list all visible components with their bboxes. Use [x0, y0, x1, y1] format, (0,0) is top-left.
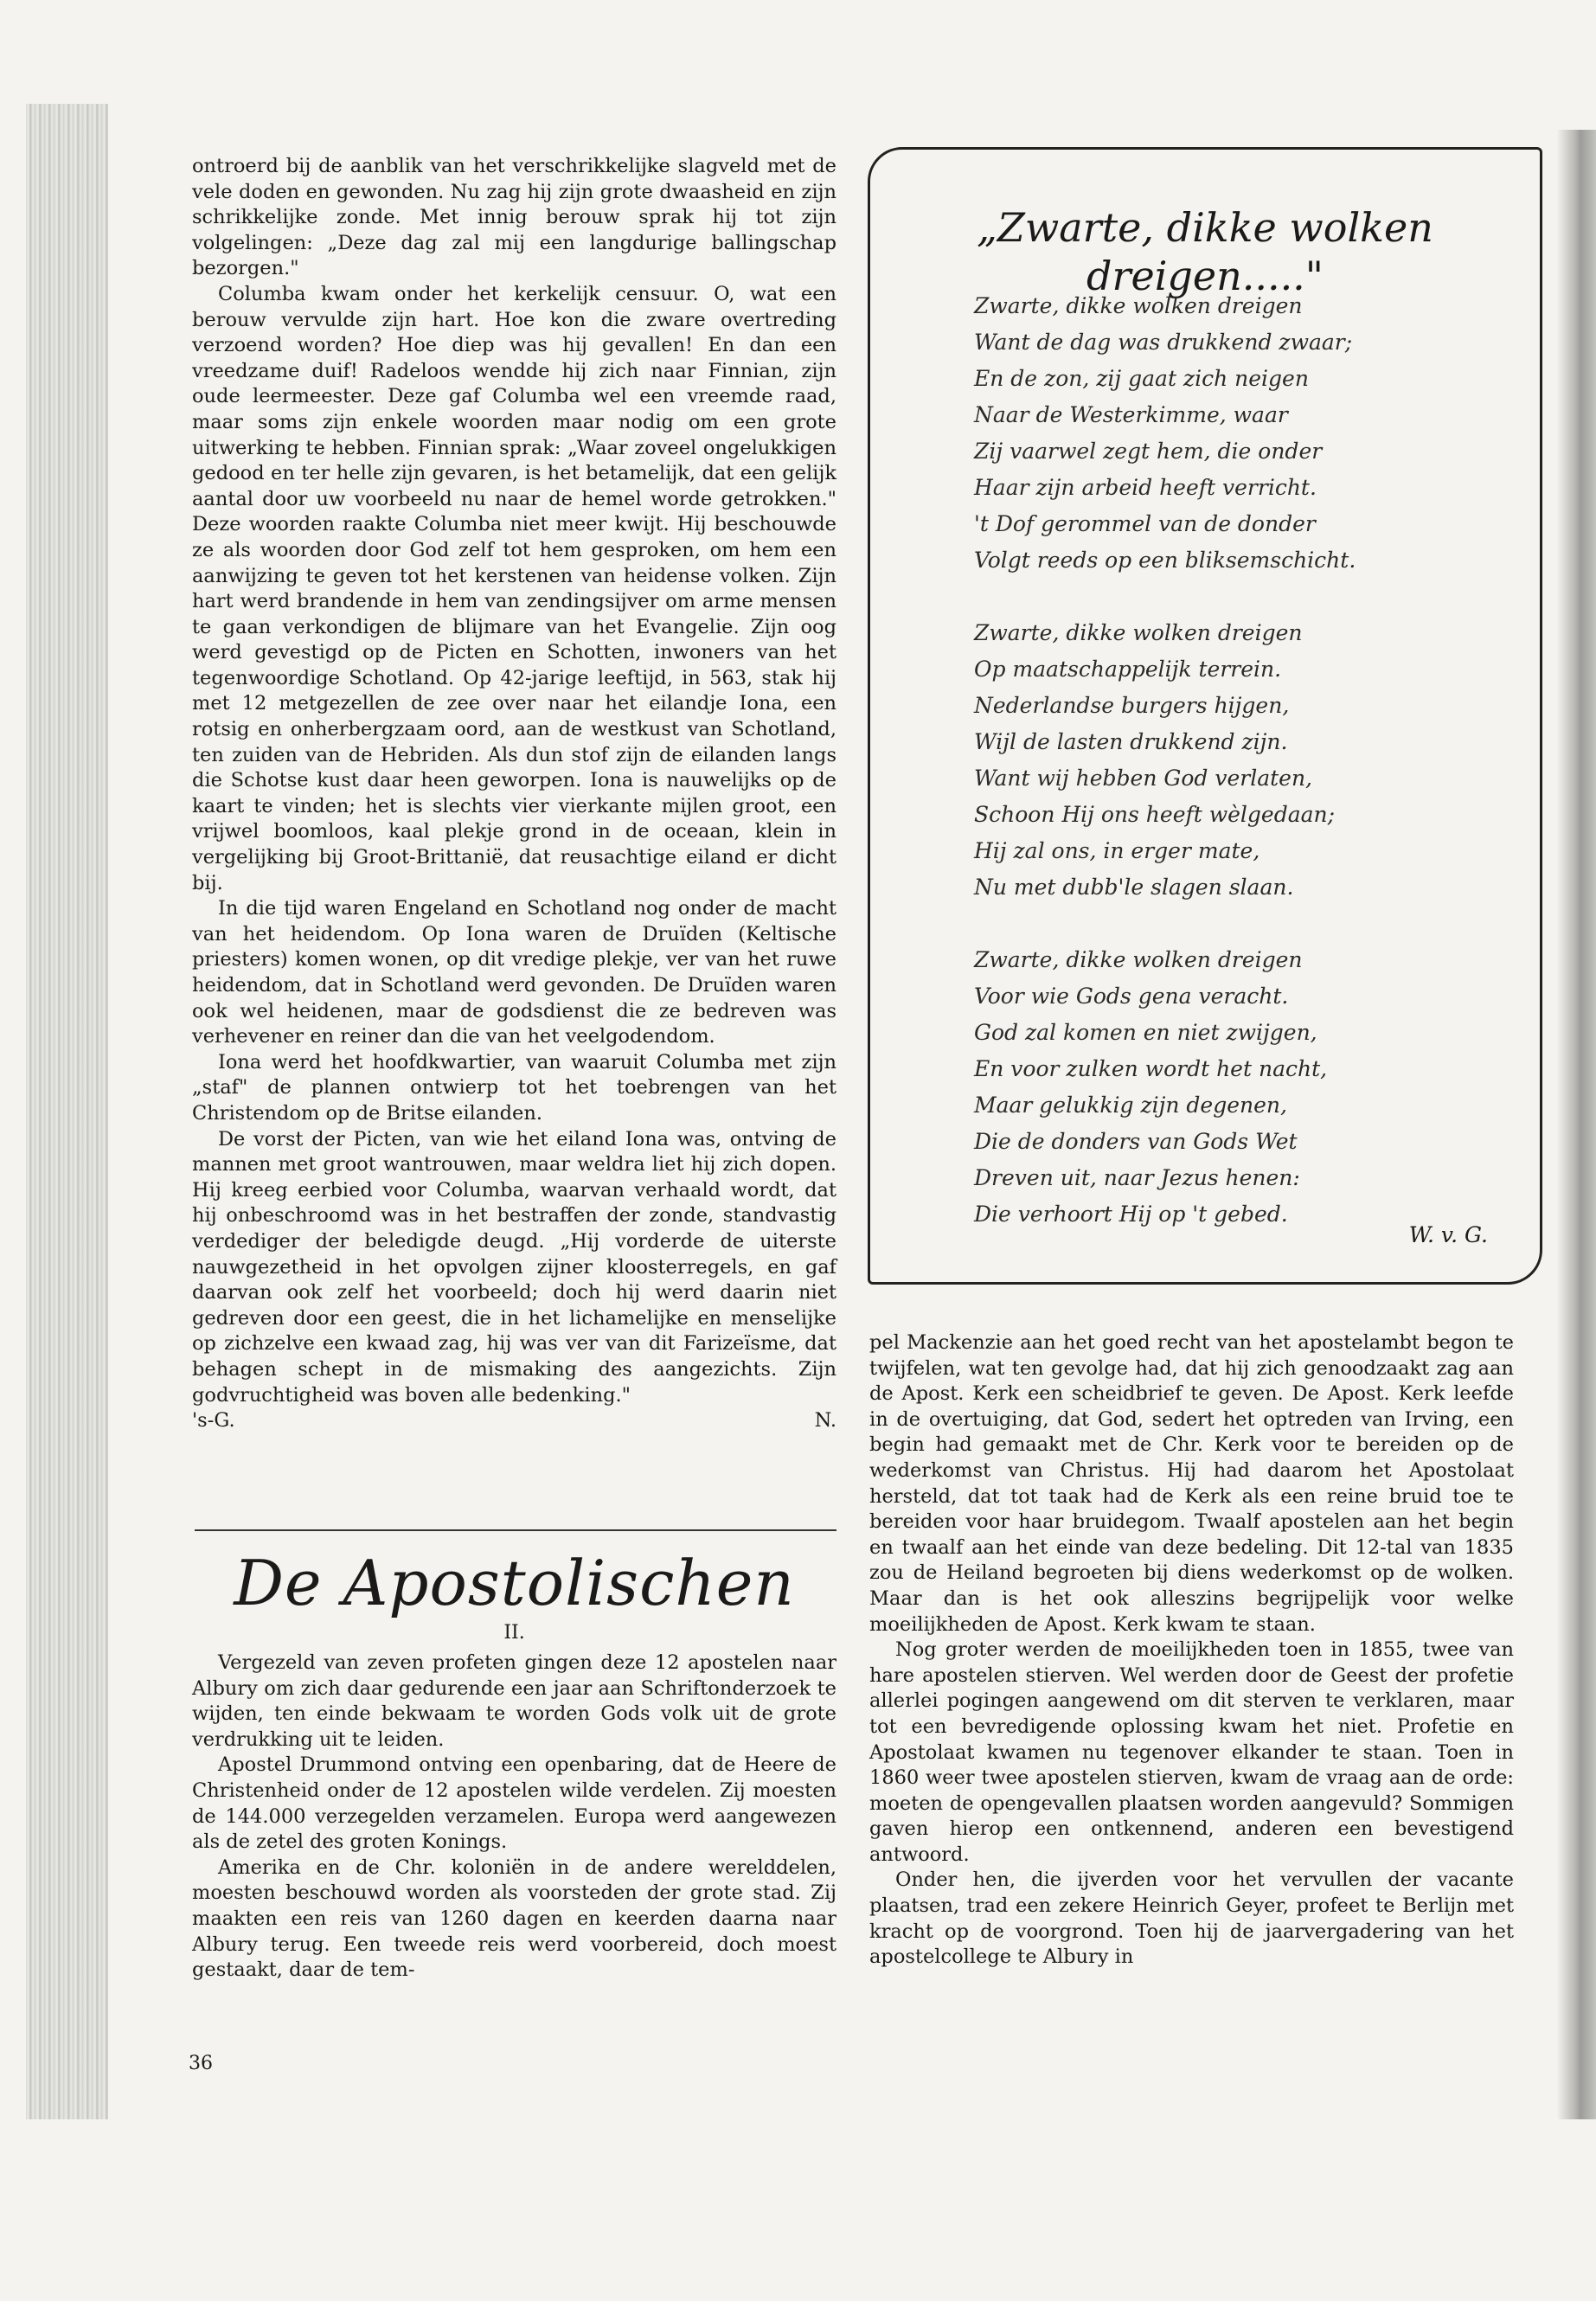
poem-line: Want de dag was drukkend zwaar;	[974, 330, 1353, 355]
page-edge-shadow	[1557, 130, 1596, 2119]
binding-shadow	[26, 104, 108, 2119]
poem-line: 't Dof gerommel van de donder	[974, 511, 1316, 536]
poem-stanza-2	[974, 615, 1510, 906]
section-divider	[195, 1529, 836, 1531]
poem-line: Voor wie Gods gena veracht.	[974, 984, 1289, 1009]
poem-signature: W. v. G.	[1408, 1222, 1488, 1247]
poem-line: Nederlandse burgers hijgen,	[974, 693, 1290, 718]
article-title: De Apostolischen	[234, 1547, 795, 1619]
article-left-column	[192, 1650, 836, 1984]
poem-line: Hij zal ons, in erger mate,	[974, 838, 1260, 863]
article-heading	[192, 1548, 836, 1645]
poem-line: Naar de Westerkimme, waar	[974, 402, 1288, 427]
article-right-paragraph-1: pel Mackenzie aan het goed recht van het apostelambt begon te twijfelen, wat ten gevolge had, dat hij zich genoodzaakt zag aan de Apost. Kerk een scheidbrief te geven. De Apost. Kerk leefde in de overtuiging, dat God, sedert het optreden van Irving, een begin had gemaakt met de Chr. Kerk voor te bereiden op de wederkomst van Christus. Hij had daarom het Apostolaat hersteld, dat tot taak had de Kerk als een reine bruid toe te bereiden voor haar bruidegom. Twaalf apostelen aan het begin en twaalf aan het einde van deze bedeling. Dit 12-tal van 1835 zou de Heiland begroeten bij diens wederkomst op de wolken. Maar dan is het ook alleszins begrijpelijk voor welke moeilijkheden de Apost. Kerk kwam te staan.	[869, 1331, 1514, 1636]
signature-author: N.	[814, 1409, 836, 1433]
page-number: 36	[189, 2053, 213, 2074]
poem-line: Volgt reeds op een bliksemschicht.	[974, 548, 1356, 573]
article-right-column	[869, 1330, 1514, 1971]
poem-line: Zwarte, dikke wolken dreigen	[974, 947, 1303, 972]
poem-line: Nu met dubb'le slagen slaan.	[974, 875, 1294, 900]
story-paragraph-5: De vorst der Picten, van wie het eiland Iona was, ontving de mannen met groot wantrouwen, maar weldra liet hij zich dopen. Hij kreeg eerbied voor Columba, waarvan verhaald wordt, dat hij onbeschroomd was in het bestraffen der zonde, standvastig verdediger der beledigde deugd. „Hij vorderde de uiterste nauwgezetheid in het opvolgen zijner kloosterregels, en gaf daarvan ook zelf het voorbeeld; doch hij werd daarin niet gedreven door een geest, die in het lichamelijke en menselijke op zichzelve een kwaad zag, hij was ver van dit Farizeïsme, dat behagen schept in de mismaking des aangezichts. Zijn godvruchtigheid was boven alle bedenking."	[192, 1127, 836, 1407]
poem-line: Die de donders van Gods Wet	[974, 1129, 1298, 1154]
poem-line: Want wij hebben God verlaten,	[974, 766, 1312, 791]
story-paragraph-1: ontroerd bij de aanblik van het verschrikkelijke slagveld met de vele doden en gewonden. Nu zag hij zijn grote dwaasheid en zijn schrikkelijke zonde. Met innig berouw sprak hij tot zijn volgelingen: „Deze dag zal mij een langdurige ballingschap bezorgen."	[192, 155, 836, 280]
article-right-paragraph-3: Onder hen, die ijverden voor het vervullen der vacante plaatsen, trad een zekere Heinrich Geyer, profeet te Berlijn met kracht op de voorgrond. Toen hij de jaarvergadering van het apostelcollege te Albury in	[869, 1868, 1514, 1969]
poem-line: Dreven uit, naar Jezus henen:	[974, 1165, 1300, 1190]
article-right-paragraph-2: Nog groter werden de moeilijkheden toen in 1855, twee van hare apostelen stierven. Wel werden door de Geest der profetie allerlei pogingen aangewend om dit sterven te verklaren, maar tot een bevredigende oplossing kwam het niet. Profetie en Apostolaat kwamen nu tegenover elkander te staan. Toen in 1860 weer twee apostelen stierven, kwam de vraag aan de orde: moeten de opengevallen plaatsen worden aangevuld? Sommigen gaven hierop een ontkennend, anderen een bevestigend antwoord.	[869, 1638, 1514, 1866]
poem-frame	[868, 147, 1542, 1285]
story-signature	[192, 1408, 836, 1434]
poem-stanza-3	[974, 942, 1510, 1233]
signature-place: 's-G.	[192, 1409, 235, 1433]
poem-line: Maar gelukkig zijn degenen,	[974, 1093, 1287, 1118]
story-paragraph-3: In die tijd waren Engeland en Schotland nog onder de macht van het heidendom. Op Iona waren de Druïden (Keltische priesters) komen wonen, op dit vredige plekje, ver van het ruwe heidendom, dat in Schotland werd gevonden. De Druïden waren ook wel heidenen, maar de godsdienst die ze bedreven was verhevener en reiner dan die van het veelgodendom.	[192, 897, 836, 1048]
poem-stanza-1	[974, 288, 1510, 579]
article-paragraph-1: Vergezeld van zeven profeten gingen deze 12 apostelen naar Albury om zich daar gedurende een jaar aan Schriftonderzoek te wijden, ten einde bekwaam te worden Gods volk uit de grote verdrukking uit te leiden.	[192, 1651, 836, 1751]
poem-line: En de zon, zij gaat zich neigen	[974, 366, 1309, 391]
poem-line: God zal komen en niet zwijgen,	[974, 1020, 1317, 1045]
poem-body	[974, 288, 1510, 1269]
poem-line: Haar zijn arbeid heeft verricht.	[974, 475, 1317, 500]
article-paragraph-2: Apostel Drummond ontving een openbaring, dat de Heere de Christenheid onder de 12 apostelen wilde verdelen. Zij moesten de 144.000 verzegelden verzamelen. Europa werd aangewezen als de zetel des groten Konings.	[192, 1753, 836, 1854]
poem-line: Zij vaarwel zegt hem, die onder	[974, 439, 1323, 464]
story-paragraph-2: Columba kwam onder het kerkelijk censuur. O, wat een berouw vervulde zijn hart. Hoe kon die zware overtreding verzoend worden? Hoe diep was hij gevallen! En dan een vreedzame duif! Radeloos wendde hij zich naar Finnian, zijn oude leermeester. Deze gaf Columba wel een vreemde raad, maar soms zijn enkele woorden maar nodig om een grote uitwerking te hebben. Finnian sprak: „Waar zoveel ongelukkigen gedood en ter helle zijn gevaren, is het betamelijk, dat een gelijk aantal door uw voorbeeld nu naar de hemel worde getrokken." Deze woorden raakte Columba niet meer kwijt. Hij beschouwde ze als woorden door God zelf tot hem gesproken, om hem een aanwijzing te geven tot het kerstenen van heidense volken. Zijn hart werd brandende in hem van zendingsijver om arme mensen te gaan verkondigen de blijmare van het Evangelie. Zijn oog werd gevestigd op de Picten en Schotten, inwoners van het tegenwoordige Schotland. Op 42-jarige leeftijd, in 563, stak hij met 12 metgezellen de zee over naar het eilandje Iona, een rotsig en onherbergzaam oord, aan de westkust van Schotland, ten zuiden van de Hebriden. Als dun stof zijn de eilanden langs die Schotse kust daar heen geworpen. Iona is nauwelijks op de kaart te vinden; het is slechts vier vierkante mijlen groot, een vrijwel boomloos, kaal plekje grond in de oceaan, klein in vergelijking bij Groot-Brittanië, dat reusachtige eiland er dicht bij.	[192, 282, 836, 894]
left-column-story	[192, 154, 836, 1434]
poem-line: Zwarte, dikke wolken dreigen	[974, 620, 1303, 645]
poem-line: Wijl de lasten drukkend zijn.	[974, 729, 1288, 754]
poem-line: En voor zulken wordt het nacht,	[974, 1056, 1328, 1081]
story-paragraph-4: Iona werd het hoofdkwartier, van waaruit Columba met zijn „staf" de plannen ontwierp tot het toebrengen van het Christendom op de Britse eilanden.	[192, 1050, 836, 1125]
poem-line: Zwarte, dikke wolken dreigen	[974, 293, 1303, 318]
article-paragraph-3: Amerika en de Chr. koloniën in de andere werelddelen, moesten beschouwd worden als voorsteden der grote stad. Zij maakten een reis van 1260 dagen en keerden daarna naar Albury terug. Een tweede reis werd voorbereid, doch moest gestaakt, daar de tem-	[192, 1856, 836, 1982]
article-number: II.	[503, 1622, 525, 1644]
poem-title: „Zwarte, dikke wolken dreigen....."	[977, 204, 1433, 299]
poem-line: Schoon Hij ons heeft wèlgedaan;	[974, 802, 1336, 827]
poem-line: Op maatschappelijk terrein.	[974, 657, 1282, 682]
poem-line: Die verhoort Hij op 't gebed.	[974, 1202, 1288, 1227]
